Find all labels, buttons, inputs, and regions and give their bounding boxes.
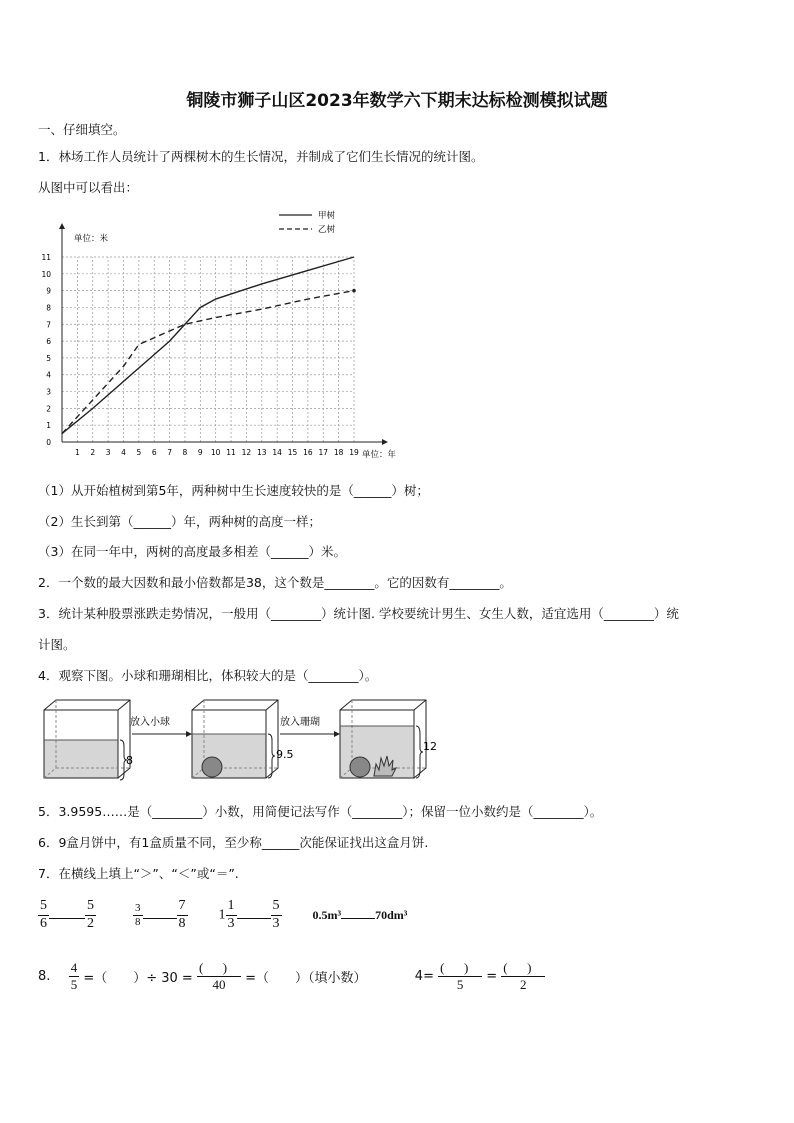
question-8-label: 8. [38, 968, 51, 984]
y-tick-label: 1 [46, 421, 51, 431]
y-tick-label: 7 [46, 320, 51, 330]
question-8-decimal: =（ ）（填小数） [245, 970, 367, 986]
series-end-point [352, 289, 356, 293]
series-line-2 [62, 291, 354, 434]
ball [202, 757, 222, 777]
y-tick-label: 9 [46, 286, 51, 296]
question-6-text: 6．9盒月饼中，有1盒质量不同，至少称______次能保证找出这盒月饼. [38, 835, 429, 850]
x-tick-label: 8 [182, 448, 188, 457]
fraction-1-3: $\frac{1}{3}$ [227, 898, 235, 931]
answer-blank[interactable] [49, 918, 85, 919]
x-axis-label: 单位：年 [362, 450, 397, 460]
fraction-5-6: $\frac{5}{6}$ [40, 898, 47, 931]
question-1-intro: 从图中可以看出： [38, 180, 139, 195]
x-tick-label: 15 [287, 448, 298, 457]
x-tick-label: 13 [257, 448, 267, 457]
container-3 [340, 700, 426, 778]
x-tick-label: 2 [90, 448, 96, 457]
ball [350, 757, 370, 777]
equals-sign: = [486, 968, 498, 984]
fraction-4-5: $\frac{4}{5}$ [70, 960, 78, 992]
container-2 [192, 700, 278, 778]
container-diagram [40, 698, 440, 788]
question-1-sub1: （1）从开始植树到第5年，两种树中生长速度较快的是（______）树； [38, 483, 429, 498]
fraction-blank-5: $\frac{( )}{5}$ [438, 960, 482, 993]
answer-blank[interactable] [143, 918, 177, 919]
question-1-text: 1．林场工作人员统计了两棵树木的生长情况，并制成了它们生长情况的统计图。 [38, 149, 484, 164]
x-tick-label: 3 [105, 448, 111, 457]
container-2-height: 9.5 [276, 748, 294, 761]
chart-legend [279, 210, 336, 235]
legend-label-2: 乙树 [318, 225, 336, 235]
x-tick-label: 17 [318, 448, 329, 457]
container-3-height: 12 [423, 740, 437, 753]
x-tick-label: 18 [333, 448, 344, 457]
x-tick-label: 9 [197, 448, 203, 457]
volume-right: 70dm³ [375, 907, 408, 922]
y-axis-arrow [59, 223, 65, 229]
x-tick-label: 19 [349, 448, 359, 457]
y-tick-label: 3 [46, 387, 51, 397]
section-heading: 一、仔细填空。 [38, 122, 126, 137]
question-8-division: =（ ）÷ 30 = [83, 970, 193, 986]
x-tick-label: 6 [151, 448, 157, 457]
series-line-1 [62, 257, 354, 434]
x-tick-label: 10 [210, 448, 221, 457]
four-equals: 4= [414, 968, 434, 984]
container-1 [44, 700, 130, 780]
fraction-5-2: $\frac{5}{2}$ [87, 898, 94, 931]
question-2-text: 2．一个数的最大因数和最小倍数都是38，这个数是________。它的因数有________。 [38, 575, 512, 590]
y-tick-label: 8 [46, 303, 51, 313]
y-tick-label: 11 [41, 253, 51, 262]
x-tick-label: 5 [136, 448, 142, 457]
y-tick-label: 0 [46, 438, 51, 447]
arrow-1-label: 放入小球 [130, 717, 170, 728]
y-tick-label: 2 [46, 404, 51, 414]
mixed-whole: 1 [218, 907, 226, 923]
legend-label-1: 甲树 [318, 211, 336, 221]
chart-ticks [41, 233, 396, 460]
question-1-sub3: （3）在同一年中，两树的高度最多相差（______）米。 [38, 544, 346, 559]
x-tick-label: 12 [241, 448, 252, 457]
container-1-height: 8 [126, 754, 133, 767]
fraction-7-8: $\frac{7}{8}$ [178, 898, 186, 931]
volume-left: 0.5m³ [312, 907, 342, 922]
fraction-blank-2: $\frac{( )}{2}$ [501, 960, 545, 993]
question-1-sub2: （2）生长到第（______）年，两种树的高度一样； [38, 514, 321, 529]
x-tick-label: 7 [167, 448, 172, 457]
tree-growth-line-chart [35, 205, 415, 470]
fraction-blank-40: $\frac{( )}{40}$ [197, 960, 241, 993]
answer-blank[interactable] [341, 918, 375, 919]
question-7-text: 7．在横线上填上“＞”、“＜”或“＝”. [38, 866, 239, 881]
x-axis-arrow [382, 439, 388, 445]
page-title: 铜陵市狮子山区2023年数学六下期末达标检测模拟试题 [186, 91, 608, 111]
x-tick-label: 16 [303, 448, 313, 457]
x-tick-label: 1 [74, 448, 80, 457]
y-tick-label: 4 [46, 370, 51, 380]
fraction-3-8: $\frac{3}{8}$ [135, 901, 141, 928]
y-axis-label: 单位：米 [74, 234, 109, 244]
question-7-comparisons [38, 898, 407, 933]
chart-grid [62, 257, 354, 442]
chart-lines [62, 257, 356, 434]
y-tick-label: 6 [46, 337, 51, 347]
arrow-2-label: 放入珊瑚 [280, 717, 320, 728]
x-tick-label: 11 [226, 448, 236, 457]
fraction-5-3: $\frac{5}{3}$ [272, 898, 280, 931]
x-tick-label: 4 [121, 448, 126, 457]
y-tick-label: 5 [46, 353, 51, 363]
question-3-line1: 3．统计某种股票涨跌走势情况，一般用（________）统计图. 学校要统计男生、女生人数，适宜选用（________）统 [38, 606, 679, 621]
answer-blank[interactable] [237, 918, 271, 919]
x-tick-label: 14 [272, 448, 282, 457]
question-8 [38, 960, 545, 993]
question-5-text: 5．3.9595……是（________）小数，用简便记法写作（________）；保留一位小数约是（________）。 [38, 804, 603, 819]
y-tick-label: 10 [41, 269, 51, 279]
question-4-text: 4．观察下图。小球和珊瑚相比，体积较大的是（________）。 [38, 668, 378, 683]
question-3-line2: 计图。 [38, 637, 76, 652]
